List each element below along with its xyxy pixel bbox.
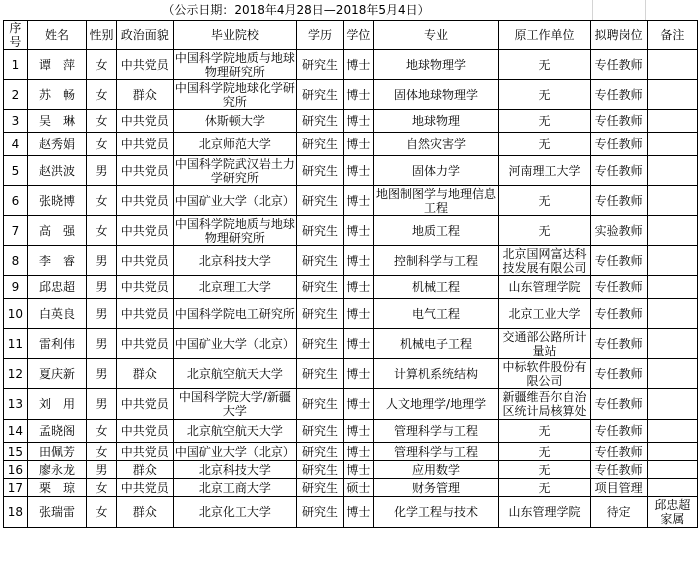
cell-major: 机械工程 [373, 276, 499, 299]
cell-prev-employer: 北京国网富达科技发展有限公司 [499, 246, 590, 276]
cell-prev-employer: 山东管理学院 [499, 276, 590, 299]
cell-degree: 博士 [344, 133, 374, 156]
cell-major: 管理科学与工程 [373, 420, 499, 443]
grid-line [645, 0, 646, 20]
cell-remark [647, 461, 697, 479]
cell-no: 2 [4, 80, 28, 110]
cell-political: 中共党员 [116, 110, 173, 133]
cell-prev-employer: 无 [499, 133, 590, 156]
cell-position: 专任教师 [590, 133, 647, 156]
header-school: 毕业院校 [173, 21, 296, 50]
cell-prev-employer: 无 [499, 186, 590, 216]
table-row [4, 276, 698, 299]
header-remark: 备注 [647, 21, 697, 50]
cell-political: 中共党员 [116, 329, 173, 359]
notice-bar [0, 0, 698, 20]
cell-degree: 博士 [344, 186, 374, 216]
cell-political: 中共党员 [116, 276, 173, 299]
cell-prev-employer: 新疆维吾尔自治区统计局核算处 [499, 389, 590, 420]
candidate-table [3, 20, 698, 528]
cell-major: 地图制图学与地理信息工程 [373, 186, 499, 216]
cell-education: 研究生 [296, 50, 343, 80]
cell-political: 中共党员 [116, 186, 173, 216]
cell-political: 群众 [116, 461, 173, 479]
cell-school: 中国科学院武汉岩土力学研究所 [174, 156, 295, 185]
cell-political: 中共党员 [116, 156, 173, 186]
cell-gender: 男 [87, 276, 117, 299]
cell-gender: 女 [87, 110, 117, 133]
cell-degree: 博士 [344, 359, 374, 389]
cell-name: 邱忠超 [27, 276, 86, 299]
cell-name: 孟晓阁 [27, 420, 86, 443]
cell-school: 休斯顿大学 [173, 110, 296, 133]
cell-prev-employer: 无 [499, 216, 590, 246]
cell-prev-employer: 无 [499, 461, 590, 479]
cell-major: 地球物理学 [373, 50, 499, 80]
table-row [4, 216, 698, 246]
table-row [4, 479, 698, 497]
cell-remark [647, 50, 697, 80]
cell-position: 专任教师 [590, 299, 647, 329]
cell-major: 管理科学与工程 [373, 443, 499, 461]
cell-no: 17 [4, 479, 28, 497]
table-row [4, 461, 698, 479]
cell-gender: 女 [87, 50, 117, 80]
cell-gender: 女 [87, 80, 117, 110]
table-row [4, 50, 698, 80]
cell-major: 固体地球物理学 [373, 80, 499, 110]
cell-school: 中国矿业大学（北京） [173, 186, 296, 216]
cell-education: 研究生 [296, 186, 343, 216]
cell-remark [647, 359, 697, 389]
cell-name: 苏 畅 [27, 80, 86, 110]
cell-position: 专任教师 [590, 186, 647, 216]
cell-education: 研究生 [296, 80, 343, 110]
cell-remark [647, 389, 697, 420]
cell-school: 北京科技大学 [173, 461, 296, 479]
cell-school: 北京科技大学 [173, 246, 296, 276]
cell-remark [647, 276, 697, 299]
cell-prev-employer: 中标软件股份有限公司 [499, 359, 590, 389]
table-row [4, 443, 698, 461]
cell-remark [647, 186, 697, 216]
cell-no: 11 [4, 329, 28, 359]
cell-major: 化学工程与技术 [373, 497, 499, 528]
table-row [4, 186, 698, 216]
cell-position: 项目管理 [590, 479, 647, 497]
cell-no: 14 [4, 420, 28, 443]
cell-school: 中国科学院地质与地球物理研究所 [174, 50, 295, 79]
header-name: 姓名 [27, 21, 86, 50]
cell-gender: 女 [87, 497, 117, 528]
cell-prev-employer: 无 [499, 50, 590, 80]
cell-no: 10 [4, 299, 28, 329]
cell-major: 电气工程 [373, 299, 499, 329]
cell-degree: 博士 [344, 299, 374, 329]
cell-position: 专任教师 [590, 156, 647, 186]
cell-education: 研究生 [296, 443, 343, 461]
cell-education: 研究生 [296, 329, 343, 359]
cell-position: 专任教师 [590, 443, 647, 461]
cell-education: 研究生 [296, 497, 343, 528]
cell-political: 中共党员 [116, 299, 173, 329]
table-row [4, 246, 698, 276]
cell-prev-employer: 交通部公路所计量站 [499, 329, 590, 359]
header-major: 专业 [373, 21, 499, 50]
cell-no: 7 [4, 216, 28, 246]
cell-position: 专任教师 [590, 80, 647, 110]
table-row [4, 299, 698, 329]
cell-degree: 博士 [344, 110, 374, 133]
cell-no: 1 [4, 50, 28, 80]
cell-no: 3 [4, 110, 28, 133]
cell-remark [647, 133, 697, 156]
header-prev-employer: 原工作单位 [499, 21, 590, 50]
table-row [4, 359, 698, 389]
cell-remark: 邱忠超家属 [647, 497, 697, 528]
cell-prev-employer: 山东管理学院 [499, 497, 590, 528]
cell-school: 北京航空航天大学 [173, 359, 296, 389]
cell-school: 北京师范大学 [173, 133, 296, 156]
cell-name: 田佩芳 [27, 443, 86, 461]
cell-degree: 硕士 [344, 479, 374, 497]
cell-school: 北京航空航天大学 [173, 420, 296, 443]
cell-political: 群众 [116, 497, 173, 528]
cell-no: 18 [4, 497, 28, 528]
cell-remark [647, 479, 697, 497]
cell-gender: 男 [87, 246, 117, 276]
cell-education: 研究生 [296, 246, 343, 276]
cell-school: 中国科学院地球化学研究所 [174, 80, 295, 109]
cell-major: 应用数学 [373, 461, 499, 479]
cell-political: 中共党员 [116, 443, 173, 461]
cell-no: 9 [4, 276, 28, 299]
header-position: 拟聘岗位 [590, 21, 647, 50]
cell-degree: 博士 [344, 50, 374, 80]
table-row [4, 497, 698, 528]
cell-education: 研究生 [296, 420, 343, 443]
cell-position: 专任教师 [590, 420, 647, 443]
cell-gender: 男 [87, 461, 117, 479]
cell-position: 专任教师 [590, 50, 647, 80]
cell-major: 固体力学 [373, 156, 499, 186]
cell-education: 研究生 [296, 133, 343, 156]
cell-political: 中共党员 [116, 246, 173, 276]
cell-remark [647, 443, 697, 461]
cell-school: 中国科学院地质与地球物理研究所 [174, 216, 295, 245]
header-political: 政治面貌 [116, 21, 173, 50]
cell-no: 6 [4, 186, 28, 216]
table-row [4, 420, 698, 443]
header-education: 学历 [296, 21, 343, 50]
cell-remark [647, 329, 697, 359]
cell-prev-employer: 北京工业大学 [499, 299, 590, 329]
cell-gender: 男 [87, 359, 117, 389]
cell-remark [647, 80, 697, 110]
cell-no: 5 [4, 156, 28, 186]
cell-name: 李 睿 [27, 246, 86, 276]
cell-prev-employer: 无 [499, 80, 590, 110]
cell-gender: 女 [87, 216, 117, 246]
cell-degree: 博士 [344, 276, 374, 299]
cell-political: 中共党员 [116, 479, 173, 497]
cell-position: 专任教师 [590, 246, 647, 276]
cell-degree: 博士 [344, 156, 374, 186]
cell-position: 专任教师 [590, 389, 647, 420]
cell-major: 财务管理 [373, 479, 499, 497]
table-row [4, 110, 698, 133]
table-row [4, 329, 698, 359]
cell-school: 中国科学院大学/新疆大学 [173, 389, 296, 420]
cell-name: 廖永龙 [27, 461, 86, 479]
cell-position: 专任教师 [590, 276, 647, 299]
cell-major: 计算机系统结构 [373, 359, 499, 389]
cell-name: 高 强 [27, 216, 86, 246]
cell-school: 北京工商大学 [173, 479, 296, 497]
cell-political: 中共党员 [116, 133, 173, 156]
cell-name: 张瑞雷 [27, 497, 86, 528]
cell-name: 谭 萍 [27, 50, 86, 80]
cell-gender: 女 [87, 479, 117, 497]
cell-gender: 男 [87, 299, 117, 329]
cell-position: 实验教师 [590, 216, 647, 246]
cell-name: 夏庆新 [27, 359, 86, 389]
cell-degree: 博士 [344, 329, 374, 359]
cell-remark [647, 246, 697, 276]
cell-education: 研究生 [296, 479, 343, 497]
cell-no: 16 [4, 461, 28, 479]
notice-date: （公示日期：2018年4月28日—2018年5月4日） [162, 3, 430, 17]
cell-gender: 男 [87, 329, 117, 359]
cell-remark [647, 420, 697, 443]
cell-position: 专任教师 [590, 110, 647, 133]
cell-major: 自然灾害学 [373, 133, 499, 156]
cell-position: 专任教师 [590, 461, 647, 479]
cell-major: 控制科学与工程 [373, 246, 499, 276]
cell-school: 中国矿业大学（北京） [173, 329, 296, 359]
cell-education: 研究生 [296, 156, 343, 186]
cell-education: 研究生 [296, 276, 343, 299]
cell-gender: 男 [87, 156, 117, 186]
table-row [4, 389, 698, 420]
cell-major: 人文地理学/地理学 [373, 389, 499, 420]
header-gender: 性别 [87, 21, 117, 50]
cell-degree: 博士 [344, 80, 374, 110]
cell-remark [647, 216, 697, 246]
header-no: 序号 [4, 21, 28, 50]
table-row [4, 80, 698, 110]
cell-prev-employer: 无 [499, 420, 590, 443]
cell-political: 群众 [116, 359, 173, 389]
cell-prev-employer: 河南理工大学 [499, 156, 590, 186]
cell-no: 12 [4, 359, 28, 389]
cell-name: 张晓博 [27, 186, 86, 216]
cell-degree: 博士 [344, 389, 374, 420]
cell-school: 中国科学院电工研究所 [173, 299, 296, 329]
cell-prev-employer: 无 [499, 443, 590, 461]
cell-name: 赵洪波 [27, 156, 86, 186]
cell-degree: 博士 [344, 420, 374, 443]
cell-prev-employer: 无 [499, 110, 590, 133]
cell-school: 北京理工大学 [173, 276, 296, 299]
cell-education: 研究生 [296, 299, 343, 329]
cell-no: 15 [4, 443, 28, 461]
cell-political: 中共党员 [116, 216, 173, 246]
cell-education: 研究生 [296, 461, 343, 479]
cell-political: 中共党员 [116, 389, 173, 420]
cell-remark [647, 110, 697, 133]
cell-major: 地球物理 [373, 110, 499, 133]
cell-gender: 女 [87, 420, 117, 443]
grid-line [592, 0, 593, 20]
cell-name: 白英良 [27, 299, 86, 329]
cell-no: 4 [4, 133, 28, 156]
cell-degree: 博士 [344, 461, 374, 479]
cell-degree: 博士 [344, 246, 374, 276]
cell-political: 中共党员 [116, 420, 173, 443]
cell-education: 研究生 [296, 389, 343, 420]
cell-remark [647, 299, 697, 329]
cell-political: 群众 [116, 80, 173, 110]
cell-major: 地质工程 [373, 216, 499, 246]
cell-prev-employer: 无 [499, 479, 590, 497]
cell-name: 吴 琳 [27, 110, 86, 133]
cell-remark [647, 156, 697, 186]
cell-gender: 女 [87, 186, 117, 216]
cell-gender: 男 [87, 389, 117, 420]
cell-no: 13 [4, 389, 28, 420]
cell-gender: 女 [87, 133, 117, 156]
header-degree: 学位 [344, 21, 374, 50]
cell-school: 北京化工大学 [173, 497, 296, 528]
cell-position: 专任教师 [590, 359, 647, 389]
cell-gender: 女 [87, 443, 117, 461]
cell-education: 研究生 [296, 110, 343, 133]
cell-name: 赵秀娟 [27, 133, 86, 156]
cell-degree: 博士 [344, 216, 374, 246]
cell-position: 待定 [590, 497, 647, 528]
cell-school: 中国矿业大学（北京） [174, 444, 295, 459]
cell-name: 栗 琼 [27, 479, 86, 497]
cell-education: 研究生 [296, 359, 343, 389]
cell-education: 研究生 [296, 216, 343, 246]
table-row [4, 133, 698, 156]
cell-name: 刘 用 [27, 389, 86, 420]
cell-degree: 博士 [344, 443, 374, 461]
cell-political: 中共党员 [116, 50, 173, 80]
cell-major: 机械电子工程 [373, 329, 499, 359]
table-row [4, 156, 698, 186]
cell-degree: 博士 [344, 497, 374, 528]
cell-name: 雷利伟 [27, 329, 86, 359]
cell-position: 专任教师 [590, 329, 647, 359]
table-header-row [4, 21, 698, 50]
cell-no: 8 [4, 246, 28, 276]
